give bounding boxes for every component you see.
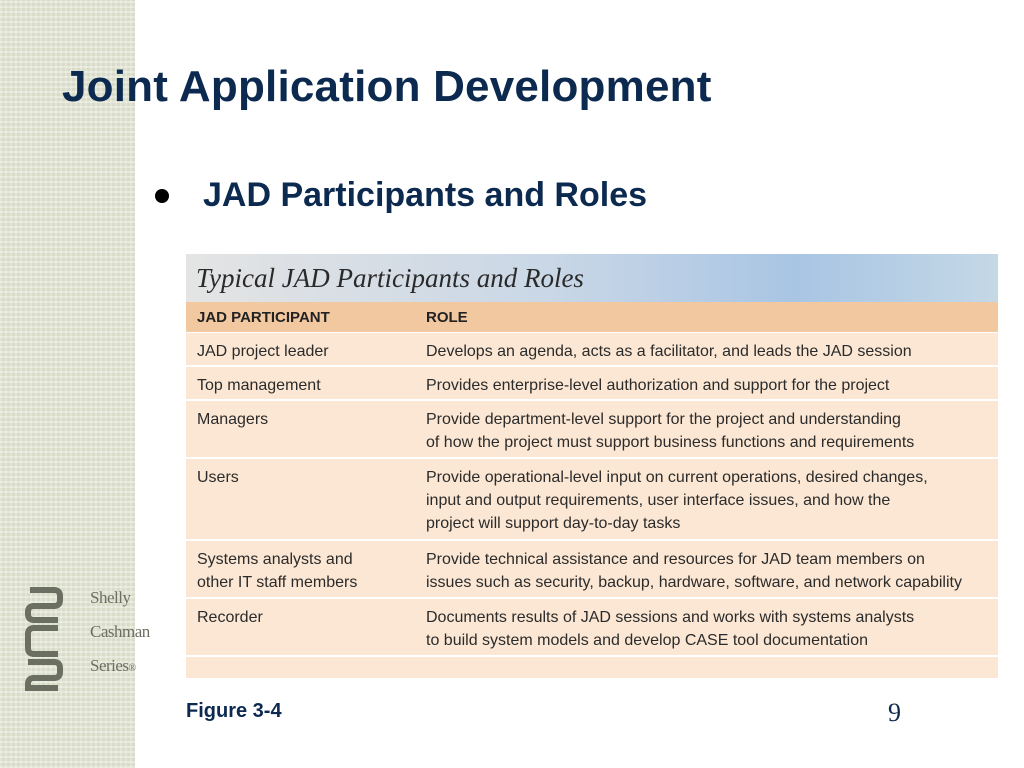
column-header-role: ROLE — [426, 308, 468, 326]
participant-line: Users — [197, 469, 239, 486]
participant-cell — [186, 408, 415, 457]
participant-cell — [186, 340, 415, 365]
table-header-row — [186, 302, 998, 333]
role-line: input and output requirements, user interface issues, and how the — [426, 492, 891, 509]
role-line: Documents results of JAD sessions and works with systems analysts — [426, 609, 915, 626]
shelly-cashman-logo — [24, 584, 150, 694]
role-cell — [415, 606, 998, 655]
bullet-text: JAD Participants and Roles — [203, 176, 648, 214]
bullet-dot-icon — [155, 189, 169, 203]
participant-line: JAD project leader — [197, 343, 329, 360]
table-row — [186, 459, 998, 541]
role-line: Develops an agenda, acts as a facilitator, and leads the JAD session — [426, 343, 912, 360]
page-number: 9 — [888, 698, 901, 727]
participant-line: Managers — [197, 411, 269, 428]
table-row — [186, 333, 998, 367]
table-row — [186, 401, 998, 459]
participant-line: Systems analysts and — [197, 551, 353, 568]
column-header-participant: JAD PARTICIPANT — [197, 308, 330, 326]
role-line: Provide operational-level input on current operations, desired changes, — [426, 469, 928, 486]
role-cell — [415, 374, 998, 399]
role-cell — [415, 340, 998, 365]
logo-text-line-1: Shelly — [90, 588, 131, 607]
role-line: Provide department-level support for the project and understanding — [426, 411, 901, 428]
bullet-item — [155, 176, 647, 215]
participant-cell — [186, 466, 415, 539]
role-line: Provide technical assistance and resources for JAD team members on — [426, 551, 925, 568]
role-cell — [415, 408, 998, 457]
figure-table — [186, 254, 998, 678]
figure-header — [186, 254, 998, 302]
participant-cell — [186, 374, 415, 399]
role-line: Provides enterprise-level authorization and support for the project — [426, 377, 890, 394]
participant-cell — [186, 548, 415, 597]
role-line: issues such as security, backup, hardware, software, and network capability — [426, 574, 962, 591]
figure-title: Typical JAD Participants and Roles — [196, 262, 584, 293]
table-row — [186, 541, 998, 599]
role-line: project will support day-to-day tasks — [426, 515, 681, 532]
logo-mark-icon — [24, 584, 64, 692]
role-cell — [415, 548, 998, 597]
role-cell — [415, 466, 998, 539]
table-body — [186, 333, 998, 657]
role-line: of how the project must support business functions and requirements — [426, 434, 915, 451]
participant-line: Top management — [197, 377, 321, 394]
figure-caption: Figure 3-4 — [186, 700, 282, 722]
logo-text-line-2: Cashman — [90, 622, 150, 641]
role-line: to build system models and develop CASE tool documentation — [426, 632, 869, 649]
participant-line: other IT staff members — [197, 574, 358, 591]
participant-cell — [186, 606, 415, 655]
table-row — [186, 367, 998, 401]
table-row — [186, 599, 998, 657]
slide-title: Joint Application Development — [62, 62, 712, 111]
logo-text-line-3: Series® — [90, 656, 136, 675]
participant-line: Recorder — [197, 609, 263, 626]
